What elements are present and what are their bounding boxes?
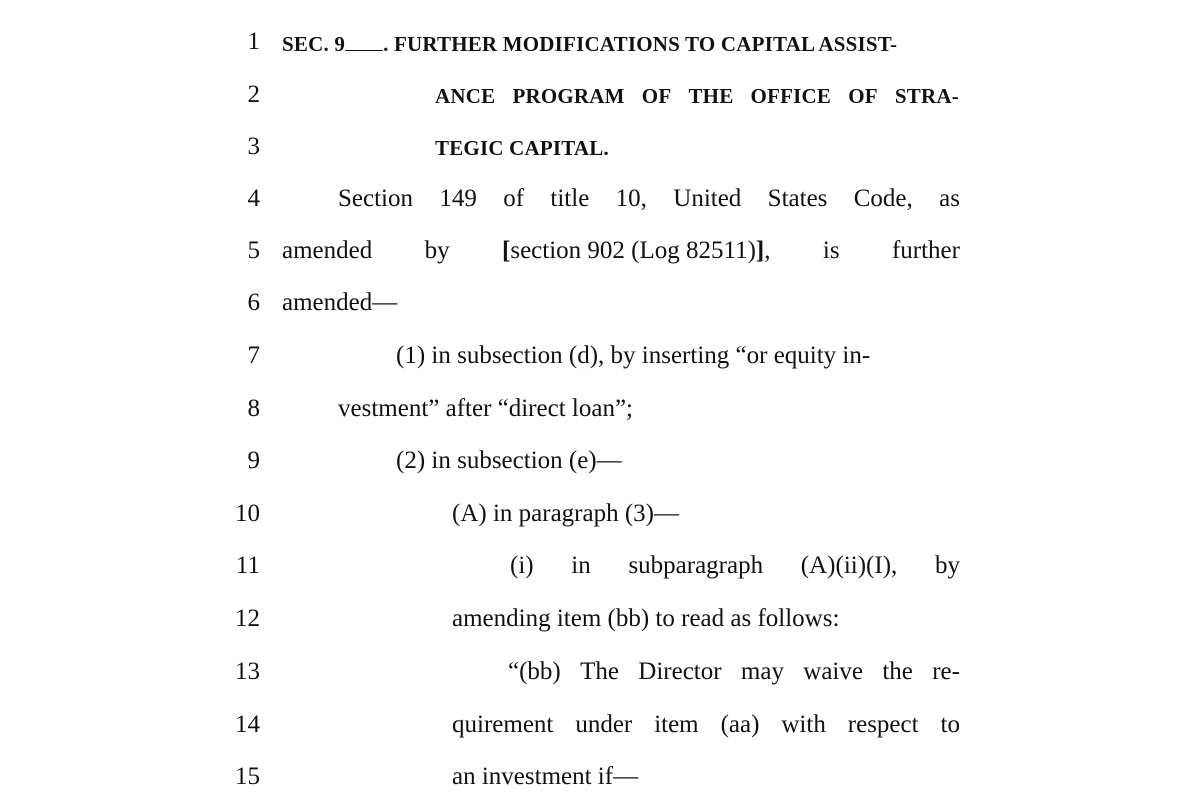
open-bracket: [ <box>502 237 511 264</box>
line-number: 2 <box>247 81 260 108</box>
section-title-line-3: TEGIC CAPITAL. <box>435 136 609 160</box>
word: Director <box>638 658 722 685</box>
body-line-13 <box>508 657 960 687</box>
line-number: 7 <box>247 342 260 369</box>
word: (aa) <box>720 711 760 738</box>
section-number-blank <box>345 32 383 51</box>
word: Code, <box>853 185 913 212</box>
section-title-line-2 <box>435 81 959 111</box>
word: re- <box>932 658 960 685</box>
body-line-15: an investment if— <box>452 763 639 790</box>
word: quirement <box>452 711 554 738</box>
line-number: 11 <box>235 552 260 579</box>
word: 10, <box>615 185 647 212</box>
body-line-12: amending item (bb) to read as follows: <box>452 605 840 632</box>
body-line-9: (2) in subsection (e)— <box>396 447 622 474</box>
word: United <box>673 185 742 212</box>
word: is <box>822 237 840 264</box>
word: (A)(ii)(I), <box>800 552 898 579</box>
line-number: 5 <box>247 237 260 264</box>
body-line-6: amended— <box>282 289 398 316</box>
line-number: 3 <box>247 133 260 160</box>
heading-word: STRA- <box>894 84 959 108</box>
word: waive <box>803 658 863 685</box>
heading-word: THE <box>688 84 734 108</box>
word: the <box>882 658 913 685</box>
body-line-8: vestment” after “direct loan”; <box>338 395 633 422</box>
line-number: 9 <box>247 447 260 474</box>
body-line-5 <box>282 236 960 266</box>
word: by <box>424 237 450 264</box>
line-number: 4 <box>247 185 260 212</box>
heading-word: OFFICE <box>750 84 832 108</box>
line-number: 1 <box>247 28 260 55</box>
heading-word: OF <box>848 84 878 108</box>
body-line-11 <box>510 551 960 581</box>
body-line-14 <box>452 710 960 740</box>
section-number: SEC. 9 <box>282 32 346 56</box>
word: with <box>781 711 826 738</box>
word: amended <box>282 237 373 264</box>
line-number: 8 <box>247 395 260 422</box>
word: by <box>934 552 960 579</box>
word: 149 <box>439 185 477 212</box>
body-line-4 <box>338 184 960 214</box>
reference-text: section 902 (Log 82511) <box>510 237 756 264</box>
word: (i) <box>510 552 534 579</box>
body-line-7: (1) in subsection (d), by inserting “or equity in- <box>396 342 871 369</box>
heading-word: ANCE <box>435 84 496 108</box>
line-number: 14 <box>235 711 260 738</box>
word: The <box>580 658 619 685</box>
heading-word: OF <box>641 84 672 108</box>
comma: , <box>764 237 771 264</box>
section-title-line-1: . FURTHER MODIFICATIONS TO CAPITAL ASSIST- <box>383 32 898 56</box>
word: to <box>940 711 960 738</box>
word: may <box>740 658 784 685</box>
word: item <box>654 711 699 738</box>
line-number: 15 <box>235 763 260 790</box>
word: title <box>550 185 590 212</box>
word: respect <box>847 711 919 738</box>
line-number: 10 <box>235 500 260 527</box>
word: as <box>939 185 960 212</box>
bracketed-reference <box>502 236 770 266</box>
word: subparagraph <box>628 552 764 579</box>
line-number: 13 <box>235 658 260 685</box>
line-number: 6 <box>247 289 260 316</box>
section-heading <box>282 29 897 59</box>
word: under <box>575 711 633 738</box>
body-line-10: (A) in paragraph (3)— <box>452 500 679 527</box>
heading-word: PROGRAM <box>512 84 625 108</box>
word: in <box>571 552 591 579</box>
line-number: 12 <box>235 605 260 632</box>
word: States <box>767 185 828 212</box>
word: “(bb) <box>508 658 561 685</box>
close-bracket: ] <box>755 237 765 264</box>
word: of <box>503 185 525 212</box>
word: further <box>891 237 960 264</box>
word: Section <box>338 185 413 212</box>
